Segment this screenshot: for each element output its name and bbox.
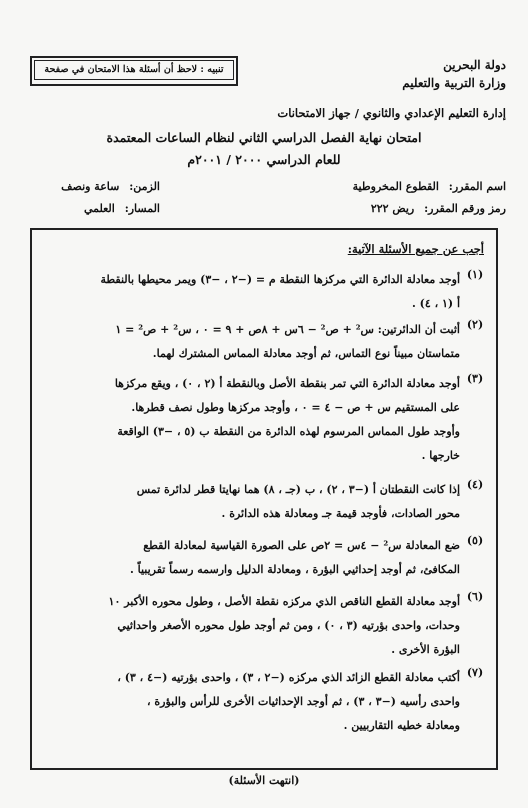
question-line: واحدى رأسيه (−٣ ، ٣) ، ثم أوجد الإحداثيات الأخرى للرأس والبؤرة ، (147, 695, 460, 708)
notice-text: تنبيه : لاحظ أن أسئلة هذا الامتحان في صفحة (34, 60, 234, 80)
question-number: (٦) (466, 590, 484, 603)
question-line: أوجد معادلة الدائرة التي تمر بنقطة الأصل وبالنقطة أ (٢ ، ٠) ، ويقع مركزها (114, 377, 460, 390)
question-4 (42, 478, 490, 526)
questions-box (30, 228, 498, 770)
exam-title: امتحان نهاية الفصل الدراسي الثاني لنظام الساعات المعتمدة (106, 130, 422, 145)
question-line: المكافئ، ثم أوجد إحداثيي البؤرة ، ومعادلة الدليل وارسمه رسماً تقريبياً . (129, 563, 460, 576)
course-value: القطوع المخروطية (352, 180, 439, 193)
question-number: (٢) (466, 318, 484, 331)
question-line: ومعادلة خطيه التقاربيين . (343, 719, 460, 732)
course-name (353, 180, 506, 193)
question-number: (٥) (466, 534, 484, 547)
question-number: (١) (466, 268, 484, 281)
code-value: ريض ٢٢٢ (370, 202, 415, 215)
end-of-questions: (انتهت الأسئلة) (228, 774, 300, 787)
question-line: وحدات، واحدى بؤرتيه (٣ ، ٠) ، ومن ثم أوجد طول محوره الأصغر واحداثيي (117, 619, 460, 632)
track-value: العلمي (83, 202, 115, 215)
country-name: دولة البحرين (443, 58, 506, 72)
course-code (371, 202, 506, 215)
ministry-block (402, 56, 506, 92)
code-label: رمز ورقم المقرر: (424, 202, 506, 215)
track-label: المسار: (124, 202, 160, 215)
question-5 (42, 534, 490, 582)
question-line: البؤرة الأخرى . (391, 643, 460, 656)
question-3 (42, 372, 490, 468)
question-line: خارجها . (421, 449, 460, 462)
question-2 (42, 318, 490, 366)
course-label: اسم المقرر: (448, 180, 506, 193)
exam-time (61, 180, 160, 193)
question-line: أوجد معادلة الدائرة التي مركزها النقطة م = (−٢ ، −٣) ويمر محيطها بالنقطة (100, 273, 460, 286)
question-number: (٣) (466, 372, 484, 385)
instruction: أجب عن جميع الأسئلة الآتية: (347, 242, 484, 256)
exam-year: للعام الدراسي ٢٠٠٠ / ٢٠٠١م (187, 152, 341, 167)
question-1 (42, 268, 490, 316)
ministry-name: وزارة التربية والتعليم (402, 76, 506, 90)
question-line: أكتب معادلة القطع الزائد الذي مركزه (−٢ ، ٣) ، واحدى بؤرتيه (−٤ ، ٣) ، (117, 671, 460, 684)
question-line: أثبت أن الدائرتين: س² + ص² − ٦س + ٨ص + ٩ = ٠ ، س² + ص² = ١ (115, 323, 460, 336)
question-line: ضع المعادلة س² − ٤س = ٢ص على الصورة القياسية لمعادلة القطع (143, 539, 460, 552)
question-line: على المستقيم س + ص − ٤ = ٠ ، وأوجد مركزها وطول نصف قطرها. (131, 401, 460, 414)
question-line: أ (١ ، ٤) . (411, 297, 460, 310)
admin-line: إدارة التعليم الإعدادي والثانوي / جهاز الامتحانات (277, 106, 506, 120)
question-6 (42, 590, 490, 662)
question-line: أوجد معادلة القطع الناقص الذي مركزه نقطة الأصل ، وطول محوره الأكبر ١٠ (108, 595, 460, 608)
time-label: الزمن: (129, 180, 160, 193)
exam-track (84, 202, 160, 215)
question-line: إذا كانت النقطتان أ (−٣ ، ٢) ، ب (جـ ، ٨) هما نهايتا قطر لدائرة تمس (136, 483, 460, 496)
question-line: وأوجد طول المماس المرسوم لهذه الدائرة من النقطة ب (٥ ، −٣) الواقعة (117, 425, 460, 438)
question-line: متماستان مبيناً نوع التماس، ثم أوجد معادلة المماس المشترك لهما. (152, 347, 460, 360)
notice-box (30, 56, 238, 86)
question-7 (42, 666, 490, 738)
question-number: (٤) (466, 478, 484, 491)
question-number: (٧) (466, 666, 484, 679)
question-line: محور الصادات، فأوجد قيمة جـ ومعادلة هذه الدائرة . (221, 507, 460, 520)
time-value: ساعة ونصف (61, 180, 120, 193)
